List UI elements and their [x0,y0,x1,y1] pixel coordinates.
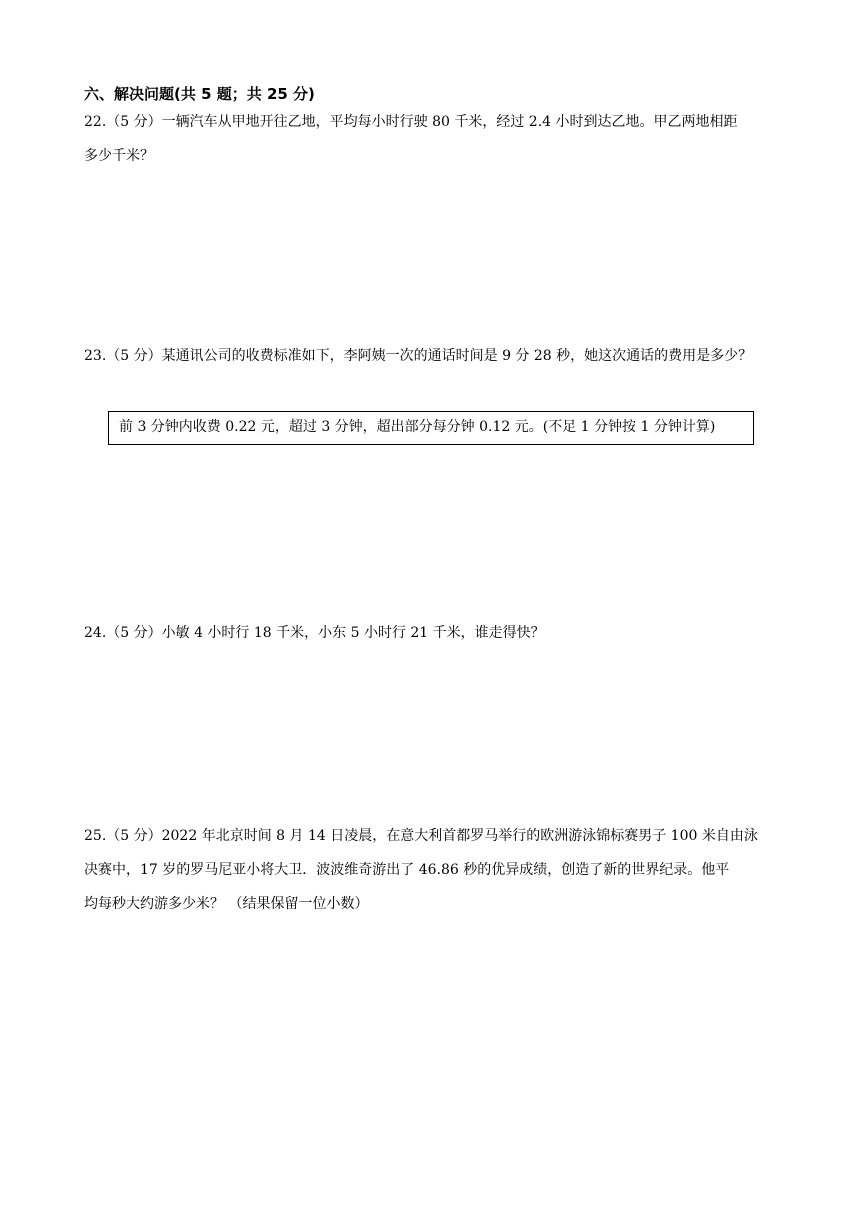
question-23-line-1: 23.（5 分）某通讯公司的收费标准如下，李阿姨一次的通话时间是 9 分 28 秒，她这次通话的费用是多少？ [84,348,753,364]
section-title: 六、解决问题(共 5 题；共 25 分) [84,85,315,103]
question-25-line-3: 均每秒大约游多少米？ （结果保留一位小数） [84,896,369,912]
question-22-line-2: 多少千米？ [84,148,154,164]
question-25-line-2: 决赛中，17 岁的罗马尼亚小将大卫．波波维奇游出了 46.86 秒的优异成绩，创造了新的世界纪录。他平 [84,862,730,878]
question-22-line-1: 22.（5 分）一辆汽车从甲地开往乙地，平均每小时行驶 80 千米，经过 2.4 小时到达乙地。甲乙两地相距 [84,114,738,130]
question-25-line-1: 25.（5 分）2022 年北京时间 8 月 14 日凌晨，在意大利首都罗马举行的欧洲游泳锦标赛男子 100 米自由泳 [84,828,758,844]
fee-standard-box: 前 3 分钟内收费 0.22 元，超过 3 分钟，超出部分每分钟 0.12 元。(不足 1 分钟按 1 分钟计算) [108,411,754,445]
question-24-line-1: 24.（5 分）小敏 4 小时行 18 千米，小东 5 小时行 21 千米，谁走得快？ [84,625,545,641]
